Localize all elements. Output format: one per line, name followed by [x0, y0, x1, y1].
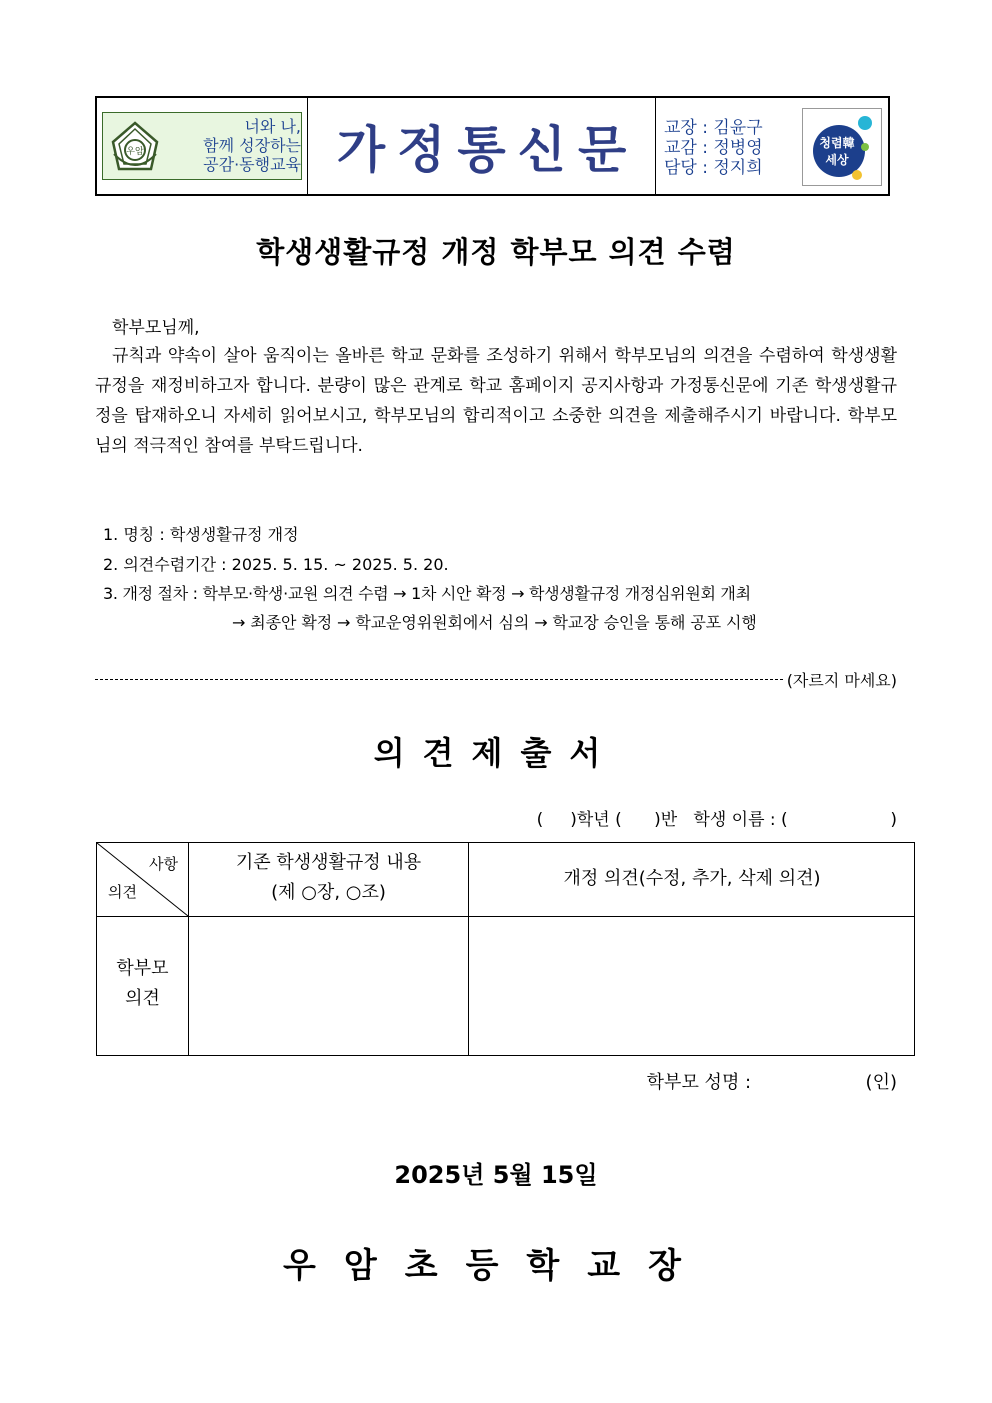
header-right-cell: [656, 98, 888, 194]
row-label-parent: [97, 954, 188, 1014]
notice-title: 학생생활규정 개정 학부모 의견 수렴: [256, 235, 736, 269]
staff-contact: 담당 : 정지희: [664, 158, 763, 178]
column-header-revision: 개정 의견(수정, 추가, 삭제 의견): [563, 868, 821, 889]
staff-vice-principal: 교감 : 정병영: [664, 138, 763, 158]
logo-text-bottom: 세상: [825, 153, 849, 167]
existing-rule-input[interactable]: [189, 917, 468, 1056]
principal-signature: 우암초등학교장: [283, 1246, 709, 1286]
revision-opinion-input[interactable]: [469, 917, 915, 1056]
item-name: 1. 명칭 : 학생생활규정 개정: [103, 525, 299, 544]
column-header-line: (제 ○장, ○조): [271, 882, 386, 903]
cut-line: [95, 668, 897, 691]
motto-line: 너와 나,: [244, 117, 301, 136]
item-procedure: 3. 개정 절차 : 학부모·학생·교원 의견 수렴 → 1차 시안 확정 → 학생생활규정 개정심위원회 개최: [103, 584, 751, 603]
cut-notice: (자르지 마세요): [786, 671, 897, 690]
greeting: 학부모님께,: [112, 318, 200, 338]
school-motto: [173, 117, 301, 174]
staff-principal: 교장 : 김윤구: [664, 118, 763, 138]
corner-label-top: 사항: [149, 855, 178, 873]
item-period: 2. 의견수렴기간 : 2025. 5. 15. ~ 2025. 5. 20.: [103, 555, 449, 574]
student-info-line: ( )학년 ( )반 학생 이름 : ( ): [536, 810, 897, 830]
newsletter-header: [95, 96, 890, 196]
school-emblem-icon: [109, 120, 161, 174]
issue-date: 2025년 5월 15일: [394, 1161, 598, 1189]
opinion-table: [96, 842, 915, 1056]
header-title-cell: [308, 98, 656, 194]
motto-line: 함께 성장하는: [203, 136, 301, 155]
row-label-line: 학부모: [116, 958, 169, 979]
column-header-line: 기존 학생생활규정 내용: [235, 852, 422, 873]
form-title: 의견제출서: [373, 734, 619, 772]
emblem-text: 우암: [126, 147, 144, 157]
row-label-line: 의견: [125, 988, 160, 1009]
motto-line: 공감·동행교육: [203, 155, 301, 174]
parent-signature-line: 학부모 성명 : (인): [646, 1072, 897, 1093]
dashed-divider: [95, 679, 783, 680]
integrity-logo: [802, 108, 882, 186]
corner-label-bottom: 의견: [108, 883, 137, 901]
motto-panel: [102, 112, 302, 180]
logo-text-top: 청렴韓: [819, 136, 855, 150]
staff-list: [664, 118, 763, 178]
item-procedure-cont: → 최종안 확정 → 학교운영위원회에서 심의 → 학교장 승인을 통해 공포 시행: [232, 613, 757, 632]
masthead-title: 가정통신문: [336, 120, 639, 179]
header-left-cell: [97, 98, 308, 194]
integrity-logo-icon: [803, 109, 881, 185]
column-header-existing: [189, 848, 468, 908]
notice-body: 규칙과 약속이 살아 움직이는 올바른 학교 문화를 조성하기 위해서 학부모님의 의견을 수렴하여 학생생활규정을 재정비하고자 합니다. 분량이 많은 관계로 학교 홈페이지 공지사항과 가정통신문에 기존 학생생활규정을 탑재하오니 자세히 읽어보시고, 학부모님의 합리적이고 소중한 의견을 제출해주시기 바랍니다. 학부모님의 적극적인 참여를 부탁드립니다.: [95, 346, 897, 456]
